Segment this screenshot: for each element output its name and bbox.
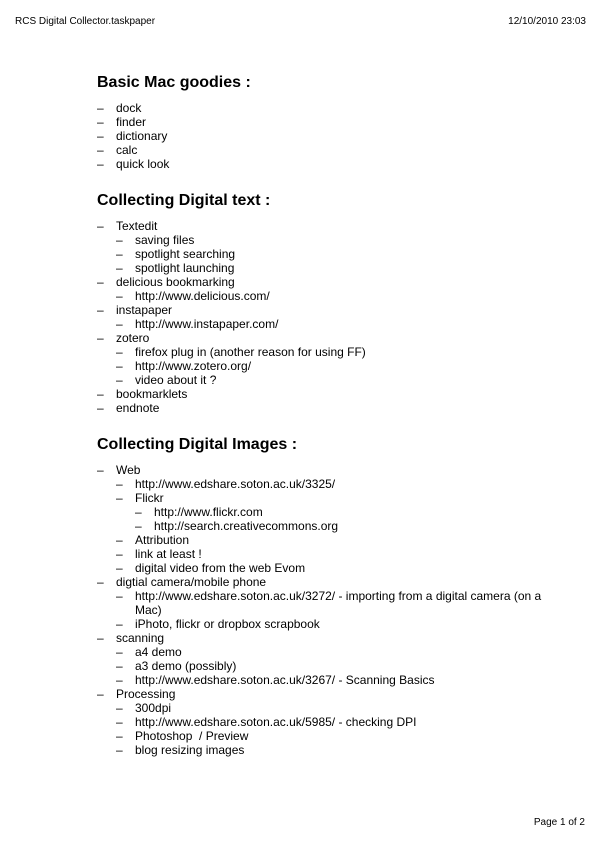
list-item [97,463,555,477]
list-item-text: quick look [116,157,170,171]
dash-bullet-icon: – [116,491,123,505]
list-item [97,687,555,701]
dash-bullet-icon: – [116,345,123,359]
outline-section [97,436,555,757]
list-item-text: http://www.instapaper.com/ [135,317,279,331]
list-item-text: spotlight searching [135,247,236,261]
list-item [116,645,555,659]
list-item [116,233,555,247]
header-filename: RCS Digital Collector.taskpaper [15,16,156,27]
dash-bullet-icon: – [97,143,104,157]
list-item [97,143,555,157]
page-header [15,16,586,28]
list-item-text: Web [116,463,141,477]
list-item-text: digital video from the web Evom [135,561,306,575]
list-item [116,289,555,303]
dash-bullet-icon: – [116,477,123,491]
dash-bullet-icon: – [116,701,123,715]
dash-bullet-icon: – [116,743,123,757]
dash-bullet-icon: – [97,129,104,143]
list-item-text: 300dpi [135,701,172,715]
list-item [116,589,555,617]
list-item-text: dictionary [116,129,168,143]
list-item-text: http://www.edshare.soton.ac.uk/3325/ [135,477,336,491]
dash-bullet-icon: – [116,247,123,261]
list-item-text: http://www.flickr.com [154,505,263,519]
list-item [116,491,555,505]
dash-bullet-icon: – [97,687,104,701]
list-item-text: endnote [116,401,160,415]
list-item [135,519,555,533]
list-item [116,743,555,757]
list-item [116,477,555,491]
outline-section [97,74,555,171]
list-item [116,715,555,729]
dash-bullet-icon: – [97,101,104,115]
list-item [116,317,555,331]
list-item [97,331,555,345]
outline-section [97,192,555,415]
dash-bullet-icon: – [97,115,104,129]
list-item-text: blog resizing images [135,743,245,757]
list-item-text: saving files [135,233,195,247]
document-body [97,74,555,757]
list-item [116,373,555,387]
dash-bullet-icon: – [116,289,123,303]
list-item-text: Processing [116,687,176,701]
list-item [97,115,555,129]
list-item [116,345,555,359]
section-heading: Collecting Digital Images : [97,436,298,453]
list-item-text: http://www.zotero.org/ [135,359,252,373]
dash-bullet-icon: – [116,233,123,247]
list-item-text: zotero [116,331,150,345]
list-item-text: Photoshop / Preview [135,729,249,743]
dash-bullet-icon: – [97,401,104,415]
dash-bullet-icon: – [116,547,123,561]
list-item [116,547,555,561]
dash-bullet-icon: – [116,359,123,373]
list-item-text: link at least ! [135,547,202,561]
list-item [97,157,555,171]
list-item-text: video about it ? [135,373,217,387]
dash-bullet-icon: – [116,659,123,673]
list-item-text: delicious bookmarking [116,275,235,289]
list-item-text: http://www.edshare.soton.ac.uk/5985/ - checking DPI [135,715,417,729]
list-item [97,387,555,401]
list-item [97,303,555,317]
dash-bullet-icon: – [97,631,104,645]
list-item [135,505,555,519]
list-item [116,617,555,631]
list-item-text: instapaper [116,303,173,317]
dash-bullet-icon: – [116,617,123,631]
list-item-text: a4 demo [135,645,182,659]
list-item-text: http://search.creativecommons.org [154,519,339,533]
section-heading: Basic Mac goodies : [97,74,251,91]
list-item-text: calc [116,143,138,157]
dash-bullet-icon: – [116,729,123,743]
list-item-text: Flickr [135,491,164,505]
dash-bullet-icon: – [116,317,123,331]
list-item [116,533,555,547]
list-item [116,659,555,673]
dash-bullet-icon: – [97,303,104,317]
dash-bullet-icon: – [116,533,123,547]
dash-bullet-icon: – [116,589,123,603]
list-item-text: Textedit [116,219,158,233]
dash-bullet-icon: – [97,463,104,477]
list-item [97,401,555,415]
dash-bullet-icon: – [116,715,123,729]
dash-bullet-icon: – [135,505,142,519]
list-item [97,575,555,589]
list-item [116,729,555,743]
dash-bullet-icon: – [116,261,123,275]
list-item-text: iPhoto, flickr or dropbox scrapbook [135,617,320,631]
dash-bullet-icon: – [97,331,104,345]
dash-bullet-icon: – [116,373,123,387]
dash-bullet-icon: – [116,673,123,687]
list-item-text: http://www.edshare.soton.ac.uk/3272/ - importing from a digital camera (on a Mac) [135,589,545,617]
list-item-text: http://www.edshare.soton.ac.uk/3267/ - Scanning Basics [135,673,435,687]
list-item-text: http://www.delicious.com/ [135,289,270,303]
list-item [97,275,555,289]
list-item [116,247,555,261]
list-item [97,631,555,645]
dash-bullet-icon: – [97,275,104,289]
list-item-text: dock [116,101,142,115]
list-item [116,561,555,575]
list-item-text: a3 demo (possibly) [135,659,237,673]
dash-bullet-icon: – [97,219,104,233]
list-item-text: digtial camera/mobile phone [116,575,267,589]
list-item [116,261,555,275]
list-item [116,701,555,715]
section-heading: Collecting Digital text : [97,192,271,209]
list-item [116,359,555,373]
list-item-text: finder [116,115,147,129]
dash-bullet-icon: – [116,561,123,575]
dash-bullet-icon: – [97,157,104,171]
page-number: Page 1 of 2 [533,817,585,828]
page-footer [534,817,585,829]
dash-bullet-icon: – [97,575,104,589]
list-item [116,673,555,687]
list-item-text: scanning [116,631,165,645]
header-datetime: 12/10/2010 23:03 [508,16,586,27]
list-item-text: Attribution [135,533,190,547]
list-item [97,219,555,233]
list-item-text: bookmarklets [116,387,188,401]
dash-bullet-icon: – [97,387,104,401]
dash-bullet-icon: – [116,645,123,659]
list-item-text: spotlight launching [135,261,235,275]
list-item [97,101,555,115]
list-item-text: firefox plug in (another reason for using FF) [135,345,366,359]
dash-bullet-icon: – [135,519,142,533]
list-item [97,129,555,143]
